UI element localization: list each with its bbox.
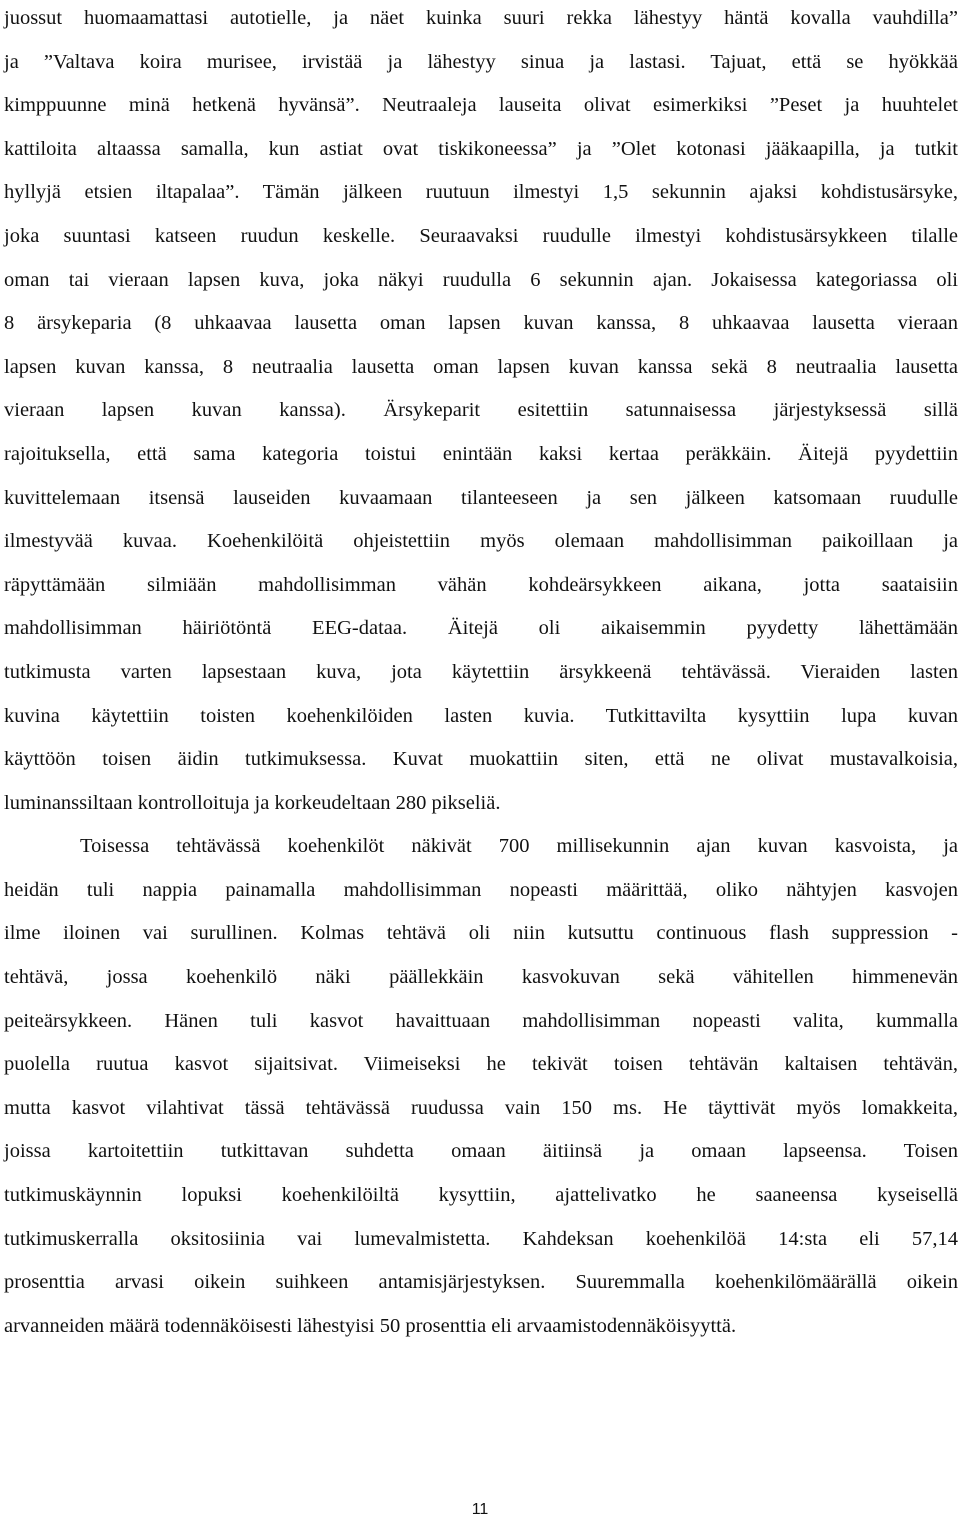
text-line: rajoituksella, että sama kategoria toistui enintään kaksi kertaa peräkkäin. Äitejä pyydettiin [4,442,958,465]
text-line: kuvittelemaan itsensä lauseiden kuvaamaan tilanteeseen ja sen jälkeen katsomaan ruudulle [4,486,958,509]
text-line: 8 ärsykeparia (8 uhkaavaa lausetta oman lapsen kuvan kanssa, 8 uhkaavaa lausetta vieraan [4,312,958,335]
paragraph-2 [4,825,958,1348]
text-line: heidän tuli nappia painamalla mahdollisimman nopeasti määrittää, oliko nähtyjen kasvojen [4,878,958,901]
text-line: prosenttia arvasi oikein suihkeen antamisjärjestyksen. Suuremmalla koehenkilömäärällä oikein [4,1271,958,1294]
text-line: tutkimuskäynnin lopuksi koehenkilöiltä kysyttiin, ajattelivatko he saaneensa kyseisellä [4,1184,958,1207]
page-number: 11 [471,1501,489,1518]
text-line: hyllyjä etsien iltapalaa”. Tämän jälkeen ruutuun ilmestyi 1,5 sekunnin ajaksi kohdistusärsyke, [4,181,958,204]
paragraph-1 [4,0,958,825]
text-line: mahdollisimman häiriötöntä EEG-dataa. Äitejä oli aikaisemmin pyydetty lähettämään [4,617,958,640]
text-line: kimppuunne minä hetkenä hyvänsä”. Neutraaleja lauseita olivat esimerkiksi ”Peset ja huuhtelet [4,94,958,117]
text-line: vieraan lapsen kuvan kanssa). Ärsykeparit esitettiin satunnaisessa järjestyksessä sillä [4,399,958,422]
text-line: lapsen kuvan kanssa, 8 neutraalia lausetta oman lapsen kuvan kanssa sekä 8 neutraalia lausetta [4,355,958,378]
text-line-last: arvanneiden määrä todennäköisesti lähestyisi 50 prosenttia eli arvaamistodennäköisyyttä. [4,1314,737,1337]
text-line-last: luminanssiltaan kontrolloituja ja korkeudeltaan 280 pikseliä. [4,791,501,814]
text-line: ilme iloinen vai surullinen. Kolmas tehtävä oli niin kutsuttu continuous flash suppression - [4,922,958,945]
text-line: ilmestyvää kuvaa. Koehenkilöitä ohjeistettiin myös olemaan mahdollisimman paikoillaan ja [4,530,958,553]
text-line: oman tai vieraan lapsen kuva, joka näkyi ruudulla 6 sekunnin ajan. Jokaisessa kategoriassa oli [4,268,958,291]
text-line: räpyttämään silmiään mahdollisimman vähän kohdeärsykkeen aikana, jotta saataisiin [4,573,958,596]
text-line: kuvina käytettiin toisten koehenkilöiden lasten kuvia. Tutkittavilta kysyttiin lupa kuvan [4,704,958,727]
text-line: kattiloita altaassa samalla, kun astiat ovat tiskikoneessa” ja ”Olet kotonasi jääkaapilla, ja tutkit [4,137,958,160]
text-line: ja ”Valtava koira murisee, irvistää ja lähestyy sinua ja lastasi. Tajuat, että se hyökkää [4,50,958,73]
document-body [4,0,958,1348]
text-line: mutta kasvot vilahtivat tässä tehtävässä ruudussa vain 150 ms. He täyttivät myös lomakkeita, [4,1096,958,1119]
text-line: peiteärsykkeen. Hänen tuli kasvot havaittuaan mahdollisimman nopeasti valita, kummalla [4,1009,958,1032]
text-line: juossut huomaamattasi autotielle, ja näet kuinka suuri rekka lähestyy häntä kovalla vauhdilla” [4,7,958,29]
text-line: tutkimusta varten lapsestaan kuva, jota käytettiin ärsykkeenä tehtävässä. Vieraiden lasten [4,660,958,683]
text-line-indented: Toisessa tehtävässä koehenkilöt näkivät 700 millisekunnin ajan kuvan kasvoista, ja [80,835,958,858]
text-line: tutkimuskerralla oksitosiinia vai lumevalmistetta. Kahdeksan koehenkilöä 14:sta eli 57,14 [4,1227,958,1250]
text-line: joka suuntasi katseen ruudun keskelle. Seuraavaksi ruudulle ilmestyi kohdistusärsykkeen tilalle [4,224,958,247]
text-line: joissa kartoitettiin tutkittavan suhdetta omaan äitiinsä ja omaan lapseensa. Toisen [4,1140,958,1163]
text-line: puolella ruutua kasvot sijaitsivat. Viimeiseksi he tekivät toisen tehtävän kaltaisen tehtävän, [4,1053,958,1076]
text-line: käyttöön toisen äidin tutkimuksessa. Kuvat muokattiin siten, että ne olivat mustavalkoisia, [4,748,958,771]
text-line: tehtävä, jossa koehenkilö näki päällekkäin kasvokuvan sekä vähitellen himmenevän [4,966,958,989]
